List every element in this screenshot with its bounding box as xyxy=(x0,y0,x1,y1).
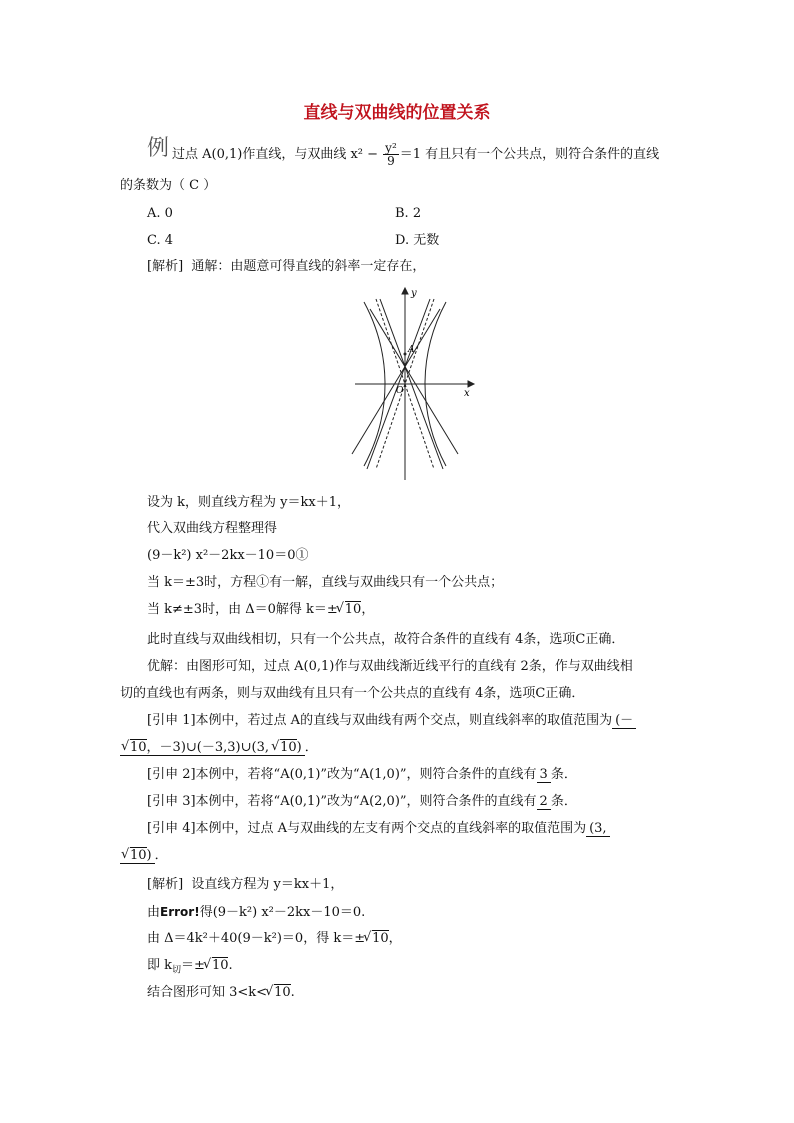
fraction: $\frac{\text{y²}}{9}$ xyxy=(385,141,397,168)
solution-line-6: 此时直线与双曲线相切，只有一个公共点，故符合条件的直线有 4条，选项C正确． xyxy=(147,632,625,647)
option-a: A. 0 xyxy=(147,206,173,221)
page-title: 直线与双曲线的位置关系 xyxy=(303,103,491,123)
y-axis-arrow xyxy=(402,288,408,294)
solution-line-7: 优解：由图形可知，过点 A(0,1)作与双曲线渐近线平行的直线有 2条，作与双曲线相 xyxy=(147,659,633,674)
sqrt: √ 10 xyxy=(338,601,362,619)
ext-solution-line-3: 由 Δ＝4k²＋40(9－k²)＝0，得 k＝±√ 10， xyxy=(147,930,402,948)
extension-2: [引申 2]本例中，若将“A(0,1)”改为“A(1,0)”，则符合条件的直线有 3 条． xyxy=(147,767,577,782)
x-axis-arrow xyxy=(468,381,474,387)
solution-line-4: 当 k＝±3时，方程①有一解，直线与双曲线只有一个公共点； xyxy=(147,575,504,590)
point-a xyxy=(404,353,407,356)
solution-line-1: 设为 k，则直线方程为 y＝kx＋1， xyxy=(147,495,350,510)
ext-solution-line-1: [解析] 设直线方程为 y＝kx＋1， xyxy=(147,877,344,892)
answer-blank: 2 xyxy=(537,794,551,810)
answer-blank: √ 10) xyxy=(120,848,155,864)
example-label: 例 xyxy=(147,136,170,161)
ext-solution-line-5: 结合图形可知 3<k<√ 10. xyxy=(147,984,295,1002)
sqrt: √ 10 xyxy=(123,847,147,865)
origin-label: O xyxy=(396,386,404,396)
solution-line-2: 代入双曲线方程整理得 xyxy=(147,521,278,536)
hyperbola-figure xyxy=(340,284,480,484)
option-c: C. 4 xyxy=(147,233,174,248)
error-text: Error! xyxy=(160,905,200,919)
answer-blank: (3, xyxy=(586,821,609,837)
extension-4-line-2: √ 10) ． xyxy=(120,847,168,865)
option-d: D. 无数 xyxy=(395,233,440,248)
ext-solution-line-4: 即 $k_切=\pm√$ 10. xyxy=(147,957,233,980)
answer-blank: (－ xyxy=(612,713,636,729)
answer-blank: 3 xyxy=(537,767,551,783)
ext-solution-line-2: 由Error!得(9－k²) x²－2kx－10＝0. xyxy=(147,905,366,920)
extension-4-line-1: [引申 4]本例中，过点 A与双曲线的左支有两个交点的直线斜率的取值范围为 (3, xyxy=(147,820,610,838)
x-axis-label: x xyxy=(464,388,470,399)
analysis-line: [解析] 通解：由题意可得直线的斜率一定存在， xyxy=(147,259,426,274)
question-line-1: 过点 A(0,1)作直线，与双曲线 x² − $\frac{\text{y²}}{9}$ ＝1 有且只有一个公共点，则符合条件的直线 xyxy=(172,141,660,168)
sqrt: √ 10 xyxy=(205,957,229,975)
option-b: B. 2 xyxy=(395,206,422,221)
tangent-line-1 xyxy=(370,309,458,454)
tangent-line-2 xyxy=(352,309,440,454)
sqrt: √ 10 xyxy=(273,739,297,757)
extension-1-line-2: √ 10，－3)∪(－3,3)∪(3, √ 10) ． xyxy=(120,739,318,757)
question-line-2: 的条数为（ C ） xyxy=(120,178,217,193)
analysis-label: [解析] xyxy=(147,259,184,274)
solution-line-3: (9－k²) x²－2kx－10＝0① xyxy=(147,548,309,563)
sqrt: √ 10 xyxy=(123,739,147,757)
answer-blank: √ 10，－3)∪(－3,3)∪(3, √ 10) xyxy=(120,740,305,756)
solution-line-5: 当 k≠±3时，由 Δ＝0解得 k＝±√ 10， xyxy=(147,601,374,619)
extension-1-line-1: [引申 1]本例中，若过点 A的直线与双曲线有两个交点，则直线斜率的取值范围为 (－ xyxy=(147,712,636,730)
sqrt: √ 10 xyxy=(365,930,389,948)
extension-3: [引申 3]本例中，若将“A(0,1)”改为“A(2,0)”，则符合条件的直线有 2 条． xyxy=(147,794,577,809)
solution-line-8: 切的直线也有两条，则与双曲线有且只有一个公共点的直线有 4条，选项C正确． xyxy=(120,686,585,701)
sqrt: √ 10 xyxy=(267,984,291,1002)
analysis-label: [解析] xyxy=(147,877,184,892)
point-a-label: A xyxy=(408,345,415,355)
y-axis-label: y xyxy=(411,288,417,299)
